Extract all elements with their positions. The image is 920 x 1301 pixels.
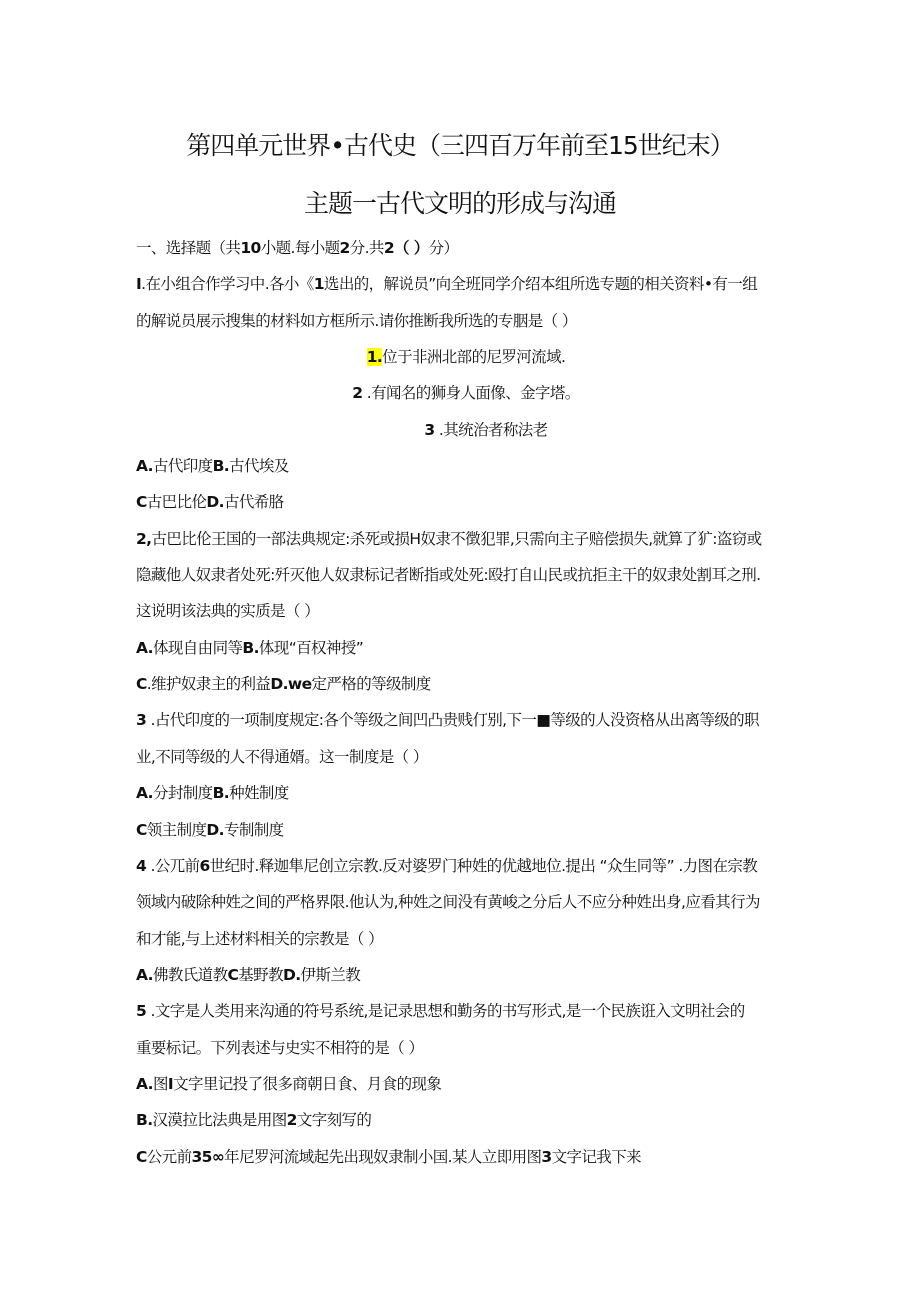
text-segment: 体现“百权神授” <box>258 638 364 657</box>
text-segment: A. <box>136 457 153 476</box>
text-segment: .占代印度的一项制度规定:各个等级之间凹凸贵贱仃别,下一■等级的人没资格从出离等级的职 <box>146 711 759 730</box>
text-segment: 1. <box>366 348 383 367</box>
text-segment: A. <box>136 1074 153 1093</box>
text-segment: .公兀前 <box>146 856 200 875</box>
text-segment: 2, <box>136 529 152 548</box>
text-segment: 隐藏他人奴隶者处死:歼灭他人奴隶标记者断指或处死:殴打自山民或抗拒主干的奴隶处割耳之刑. <box>136 566 761 585</box>
text-line <box>136 418 796 454</box>
text-line <box>136 527 796 563</box>
text-segment: 文字刻写的 <box>296 1111 372 1130</box>
text-segment: I <box>136 275 142 294</box>
text-line <box>136 309 796 345</box>
text-segment: 业,不同等级的人不得通婿。这一制度是（ ） <box>136 747 428 766</box>
text-line <box>136 745 796 781</box>
text-line <box>136 890 796 926</box>
text-segment: 一、选择题（共 <box>136 239 241 257</box>
text-segment: 古巴比伦 <box>146 493 207 512</box>
text-segment: 重要标记。下列表述与史实不相符的是（ ） <box>136 1038 424 1057</box>
text-segment: 2 <box>352 384 363 403</box>
text-line <box>136 1145 796 1181</box>
topic-title: 主题一古代文明的形成与沟通 <box>303 189 616 218</box>
text-line <box>136 345 796 381</box>
text-segment: C <box>136 675 147 694</box>
text-segment: B. <box>136 1111 153 1130</box>
text-segment: 3 <box>136 711 147 730</box>
text-line <box>136 999 796 1035</box>
text-segment: 的解说员展示搜集的材料如方框所示.请你推断我所选的专胭是（ ） <box>136 311 577 330</box>
text-segment: 分） <box>428 239 459 257</box>
text-segment: D. <box>206 820 224 839</box>
text-line <box>136 599 796 635</box>
text-segment: A. <box>136 965 153 984</box>
text-segment: 领域内破除种姓之间的严格界限.他认为,种姓之间没有黄峻之分后人不应分种姓出身,应看其行为 <box>136 893 760 912</box>
text-segment: 2（ ） <box>383 239 429 257</box>
text-segment: C <box>136 1147 147 1166</box>
text-segment: C <box>136 493 147 512</box>
text-segment: 1 <box>313 275 324 294</box>
text-segment: D. <box>282 965 301 984</box>
text-segment: 2 <box>286 1111 297 1130</box>
text-segment: A. <box>136 638 153 657</box>
text-segment: A. <box>136 784 153 803</box>
text-line <box>136 927 796 963</box>
text-segment: 6 <box>199 856 210 875</box>
text-segment: 位于非洲北部的尼罗河流域. <box>382 348 566 367</box>
text-line <box>136 381 796 417</box>
text-segment: 文字记我下来 <box>551 1147 641 1166</box>
text-line <box>136 563 796 599</box>
text-segment: 选出的，解说员”向全班同学介绍本组所选专题的相关资料•有一组 <box>323 275 758 294</box>
text-segment: 佛教氏道教 <box>152 965 228 984</box>
text-segment: .维护奴隶主的利益 <box>146 675 271 694</box>
text-segment: 2 <box>339 239 350 257</box>
text-segment: .有闻名的狮身人面像、金字塔。 <box>362 384 580 403</box>
text-segment: 这说明该法典的实质是（ ） <box>136 602 320 621</box>
text-segment: 古代埃及 <box>229 457 289 476</box>
text-segment: 年尼罗河流域起先出现奴隶制小国.某人立即用图 <box>224 1147 542 1166</box>
text-segment: 种姓制度 <box>229 784 289 803</box>
text-segment: .在小组合作学习中.各小《 <box>141 275 314 294</box>
text-segment: 定严格的等级制度 <box>311 675 431 694</box>
text-segment: D.we <box>270 675 312 694</box>
text-segment: 领主制度 <box>146 820 207 839</box>
text-segment: 基野教 <box>238 965 283 984</box>
text-segment: 4 <box>136 856 147 875</box>
text-line <box>136 490 796 526</box>
text-segment: 3 <box>424 420 435 439</box>
text-line <box>136 454 796 490</box>
text-segment: 10 <box>240 239 261 257</box>
text-segment: B. <box>212 784 230 803</box>
document-body <box>136 236 796 1181</box>
text-segment: 汉漠拉比法典是用图 <box>152 1111 287 1130</box>
text-segment: B. <box>242 638 259 657</box>
text-segment: 专制制度 <box>223 820 284 839</box>
text-segment: 古代希胳 <box>223 493 284 512</box>
text-line <box>136 272 796 308</box>
text-segment: C <box>227 965 239 984</box>
text-line <box>136 672 796 708</box>
text-segment: 世纪时.释迦隼尼创立宗教.反对婆罗门种姓的优越地位.提出 “众生同等” .力图在宗教 <box>209 856 758 875</box>
text-segment: 公元前 <box>146 1147 192 1166</box>
text-segment: 古巴比伦王国的一部法典规定:杀死或损H奴隶不徴犯罪,只需向主子赔偿损失,就算了犷:盗窃或 <box>151 529 762 548</box>
text-segment: 体现自由同等 <box>152 638 243 657</box>
text-segment: 古代印度 <box>152 457 213 476</box>
text-segment: 文字里记投了很多商朝日食、月食的现象 <box>173 1074 442 1093</box>
text-line <box>136 1072 796 1108</box>
text-line <box>136 236 796 272</box>
text-segment: 图 <box>152 1074 168 1093</box>
text-segment: C <box>136 820 147 839</box>
text-segment: .其统治者称法老 <box>434 420 548 439</box>
text-segment: 35∞ <box>191 1147 225 1166</box>
text-line <box>136 708 796 744</box>
text-line <box>136 1036 796 1072</box>
text-segment: 分封制度 <box>152 784 213 803</box>
text-line <box>136 854 796 890</box>
text-segment: D. <box>206 493 224 512</box>
text-segment: B. <box>212 457 230 476</box>
text-line <box>136 818 796 854</box>
text-segment: 分.共 <box>349 239 384 257</box>
text-segment: I <box>167 1074 174 1093</box>
text-segment: 小题.每小题 <box>260 239 340 257</box>
text-line <box>136 781 796 817</box>
text-segment: 3 <box>541 1147 552 1166</box>
text-line <box>136 963 796 999</box>
unit-title: 第四单元世界•古代史（三四百万年前至15世纪末） <box>186 131 734 160</box>
text-line <box>136 636 796 672</box>
text-segment: .文字是人类用来沟通的符号系统,是记录思想和勤务的书写形式,是一个民族诳入文明社会的 <box>146 1002 745 1021</box>
text-segment: 伊斯兰教 <box>300 965 361 984</box>
text-line <box>136 1108 796 1144</box>
text-segment: 和才能,与上述材料相关的宗教是（ ） <box>136 929 384 948</box>
text-segment: 5 <box>136 1002 147 1021</box>
